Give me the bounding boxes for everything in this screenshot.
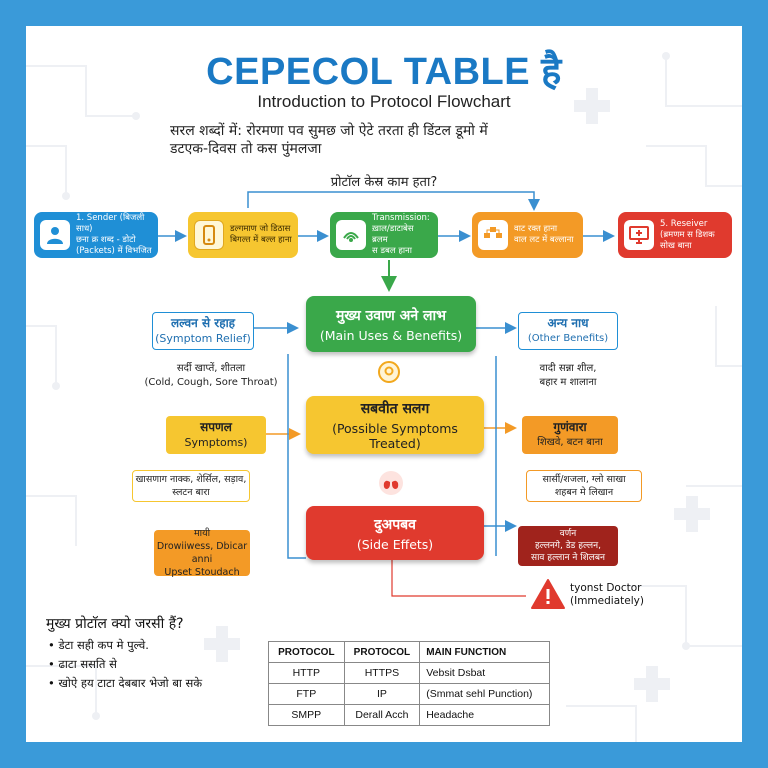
step-3-line-3: स डबल हाना — [372, 246, 412, 256]
note-symptom-list — [132, 470, 250, 502]
header-cell: PROTOCOL — [269, 642, 345, 663]
why-bullet-2: • ढाटा ससति से — [48, 657, 117, 671]
why-bullet-1: • डेटा सही कप मे पुल्वे. — [48, 638, 149, 652]
intro-text — [170, 122, 640, 158]
protocol-table — [268, 641, 550, 726]
phone-icon — [194, 220, 224, 250]
step-packet — [188, 212, 298, 258]
gunvara-subtitle: शिखवे, बटन बाना — [537, 437, 603, 448]
step-5-line-2: (ब्रमणम स डिशक — [660, 229, 715, 240]
desc-line-3: साव हल्लान ने शिलबन — [531, 553, 605, 563]
table-header-row — [269, 642, 550, 663]
tag-drowsiness — [154, 530, 250, 576]
intro-line-2: डटएक-दिवस तो कस पुंमलजा — [170, 141, 322, 157]
head-gear-icon — [376, 360, 402, 390]
cold-note-line-1: सर्दी खाप्तें, शीतला — [176, 363, 246, 374]
table-cell: (Smmat sehl Punction) — [420, 684, 550, 705]
bullet-2-text: ढाटा ससति से — [58, 657, 117, 671]
other-title: अन्य नाध — [547, 316, 589, 330]
note-right-list — [526, 470, 642, 502]
page-title: CEPECOL TABLE है — [206, 51, 562, 93]
step-network — [472, 212, 583, 258]
right-note-line-2: शहबन मे लिखान — [554, 487, 614, 498]
tag-gunvara — [522, 416, 618, 454]
tag-other-benefits — [518, 312, 618, 350]
bullet-1-text: डेटा सही कप मे पुल्वे. — [58, 638, 149, 652]
step-5-line-1: 5. Reseiver — [660, 218, 708, 229]
hub-side-subtitle: (Side Effets) — [356, 536, 434, 552]
table-cell: FTP — [269, 684, 345, 705]
other-note-line-2: बहार म शालाना — [539, 377, 597, 388]
step-1-line-1: 1. Sender (बिजली साध) — [76, 213, 145, 234]
step-3-line-2: ख़ाल/डाटाबेस ब्रलम — [372, 224, 414, 245]
symptom-note-line-2: स्लटन बारा — [172, 487, 210, 498]
step-2-line-1: डल्गमाण जो डिठास — [230, 224, 291, 234]
doctor-note — [570, 582, 644, 608]
poster-page — [26, 26, 742, 742]
drowsy-line-3: Upset Stoudach — [164, 567, 240, 578]
warning-icon — [530, 578, 566, 616]
step-2-line-2: बिगल्त में बल्ल हाना — [230, 235, 292, 245]
desc-line-1: वर्णन — [559, 529, 577, 539]
drowsy-line-2: Drowiiwess, Dbicar anni — [156, 541, 248, 565]
gunvara-title: गुणंवारा — [553, 420, 587, 434]
table-cell: HTTP — [269, 663, 345, 684]
table-row — [269, 684, 550, 705]
step-1-line-2: छना क्र शब्द - डोटो — [76, 235, 136, 245]
why-bullet-3: • खोऐ हय टाटा देबबार भेजो बा सके — [48, 676, 203, 690]
flow-question: प्रोटाॅल केस्र काम हता? — [330, 175, 438, 190]
hub-symptoms-title: सबवीत सलग — [360, 401, 430, 417]
hub-symptoms — [306, 396, 484, 454]
person-icon — [40, 220, 70, 250]
step-transmission — [330, 212, 438, 258]
table-row — [269, 705, 550, 726]
step-4-line-1: वाट रक्त हाना — [514, 224, 558, 234]
hub-side-title: दुअपबव — [374, 516, 416, 533]
relief-title: लल्वन से रहाह — [170, 316, 236, 330]
step-sender — [34, 212, 158, 258]
table-cell: IP — [344, 684, 420, 705]
other-note-line-1: वादी सन्ना शील, — [539, 363, 597, 374]
table-cell: Headache — [420, 705, 550, 726]
table-cell: Vebsit Dsbat — [420, 663, 550, 684]
symptom-note-line-1: खासणाग नाक्क, शेर्सिल, सड़ाव, — [135, 474, 247, 485]
step-receiver — [618, 212, 732, 258]
step-1-line-3: (Packets) में विभजित — [76, 246, 152, 256]
page-subtitle: Introduction to Protocol Flowchart — [257, 92, 511, 111]
desc-line-2: हल्लनगे, डेड हल्लन, — [534, 541, 601, 551]
step-4-line-2: वाल लट में बल्लाना — [514, 235, 574, 245]
note-other-benefits — [508, 362, 628, 390]
cold-note-line-2: (Cold, Cough, Sore Throat) — [144, 377, 278, 388]
hub-main-uses — [306, 296, 476, 352]
bullet-3-text: खोऐ हय टाटा देबबार भेजो बा सके — [58, 676, 203, 690]
hub-uses-title: मुख्य उवाण अने लाभ — [336, 307, 446, 324]
lungs-icon — [378, 470, 404, 500]
tag-symptom-relief — [152, 312, 254, 350]
right-note-line-1: सार्सी/शजला, ग्लो साखा — [542, 474, 626, 485]
symptoms-title: सपणल — [200, 420, 232, 434]
tag-description — [518, 526, 618, 566]
why-question: मुख्य प्रोटाॅल क्यो जरसी हैं? — [46, 616, 184, 632]
other-subtitle: (Other Benefits) — [527, 333, 609, 344]
hub-symptoms-subtitle: (Possible Symptoms Treated) — [332, 421, 458, 451]
header-cell: PROTOCOL — [344, 642, 420, 663]
monitor-icon — [624, 220, 654, 250]
tag-symptoms — [166, 416, 266, 454]
intro-line-1: सरल शब्दों में: रोरमणा पव सुमछ जो ऐटे तरता ही डिंटल डूमो में — [170, 123, 488, 139]
table-row — [269, 663, 550, 684]
drowsy-line-1: मायी — [193, 528, 211, 539]
signal-icon — [336, 220, 366, 250]
network-icon — [478, 220, 508, 250]
hub-uses-subtitle: (Main Uses & Benefits) — [319, 327, 463, 343]
doctor-line-2: (Immediately) — [570, 595, 644, 607]
doctor-line-1: tyonst Doctor — [570, 582, 642, 594]
table-cell: HTTPS — [344, 663, 420, 684]
hub-side-effects — [306, 506, 484, 560]
table-cell: Derall Acch — [344, 705, 420, 726]
symptoms-subtitle: Symptoms) — [184, 436, 248, 449]
table-cell: SMPP — [269, 705, 345, 726]
header-cell: MAIN FUNCTION — [420, 642, 550, 663]
note-cold-cough — [136, 362, 286, 390]
step-5-line-3: सोख बाना — [660, 240, 692, 251]
relief-subtitle: (Symptom Relief) — [155, 332, 251, 345]
step-3-line-1: Transmission: — [372, 213, 430, 223]
